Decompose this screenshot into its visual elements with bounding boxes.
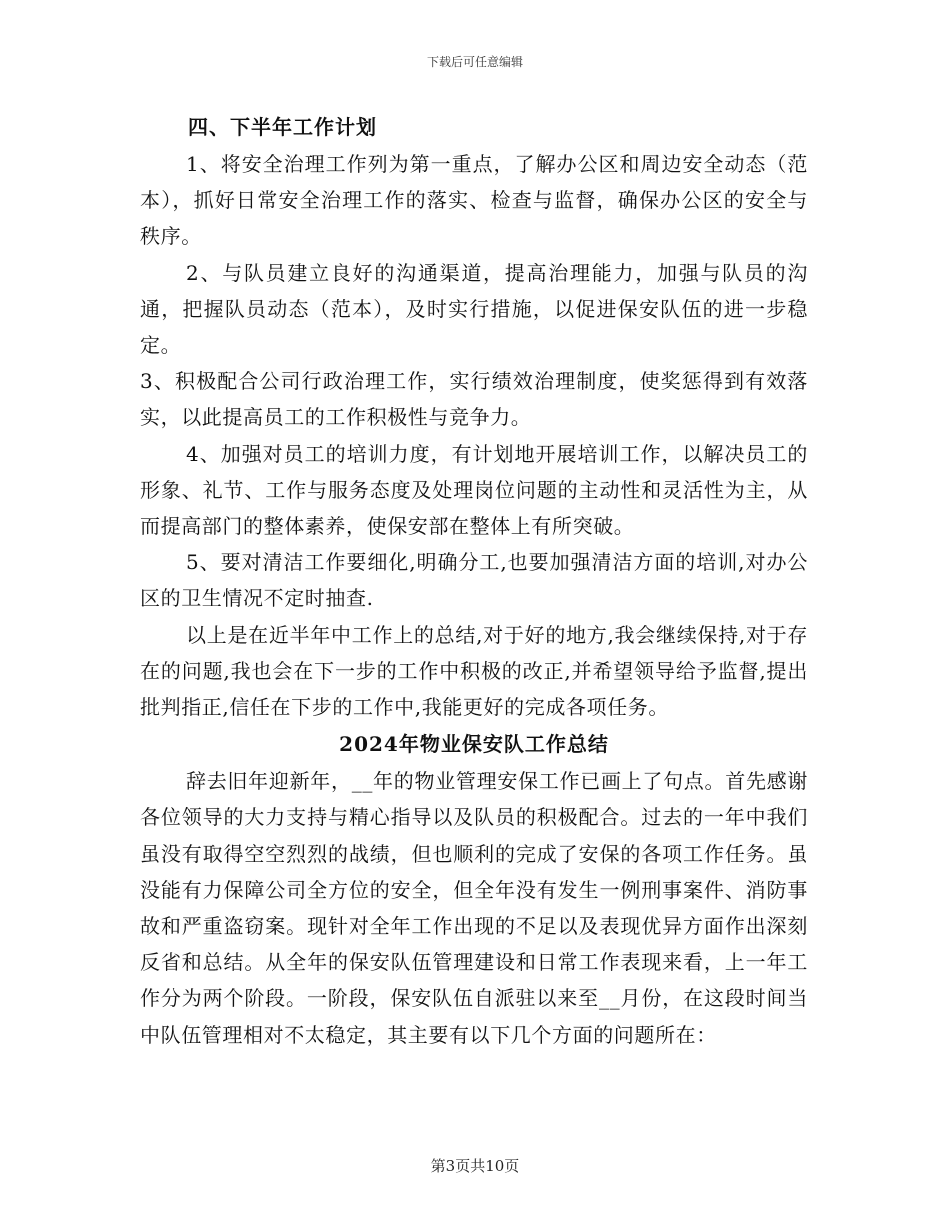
document-body [140,108,808,1053]
page-header-note: 下载后可任意编辑 [426,55,523,69]
section-heading: 四、下半年工作计划 [188,115,377,139]
article-body: 辞去旧年迎新年，__年的物业管理安保工作已画上了句点。首先感谢各位领导的大力支持与精心指导以及队员的积极配合。过去的一年中我们虽没有取得空空烈烈的战绩，但也顺利的完成了安保的各项工作任务。虽没能有力保障公司全方位的安全，但全年没有发生一例刑事案件、消防事故和严重盗窃案。现针对全年工作出现的不足以及表现优异方面作出深刻反省和总结。从全年的保安队伍管理建设和日常工作表现来看，上一年工作分为两个阶段。一阶段，保安队伍自派驻以来至__月份，在这段时间当中队伍管理相对不太稳定，其主要有以下几个方面的问题所在： [140,769,808,1047]
page-number: 第3页共10页 [430,1157,520,1175]
article-title: 2024年物业保安队工作总结 [339,732,609,757]
closing-paragraph: 以上是在近半年中工作上的总结,对于好的地方,我会继续保持,对于存在的问题,我也会在下一步的工作中积极的改正,并希望领导给予监督,提出批判指正,信任在下步的工作中,我能更好的完成各项任务。 [140,622,808,720]
plan-item-1: 1、将安全治理工作列为第一重点，了解办公区和周边安全动态（范本），抓好日常安全治理工作的落实、检查与监督，确保办公区的安全与秩序。 [140,152,808,249]
plan-item-5: 5、要对清洁工作要细化,明确分工,也要加强清洁方面的培训,对办公区的卫生情况不定时抽查. [140,550,808,611]
plan-item-3: 3、积极配合公司行政治理工作，实行绩效治理制度，使奖惩得到有效落实，以此提高员工的工作积极性与竞争力。 [140,369,808,430]
plan-item-4: 4、加强对员工的培训力度，有计划地开展培训工作，以解决员工的形象、礼节、工作与服务态度及处理岗位问题的主动性和灵活性为主，从而提高部门的整体素养，使保安部在整体上有所突破。 [140,441,808,539]
plan-item-2: 2、与队员建立良好的沟通渠道，提高治理能力，加强与队员的沟通，把握队员动态（范本），及时实行措施，以促进保安队伍的进一步稳定。 [140,260,808,358]
